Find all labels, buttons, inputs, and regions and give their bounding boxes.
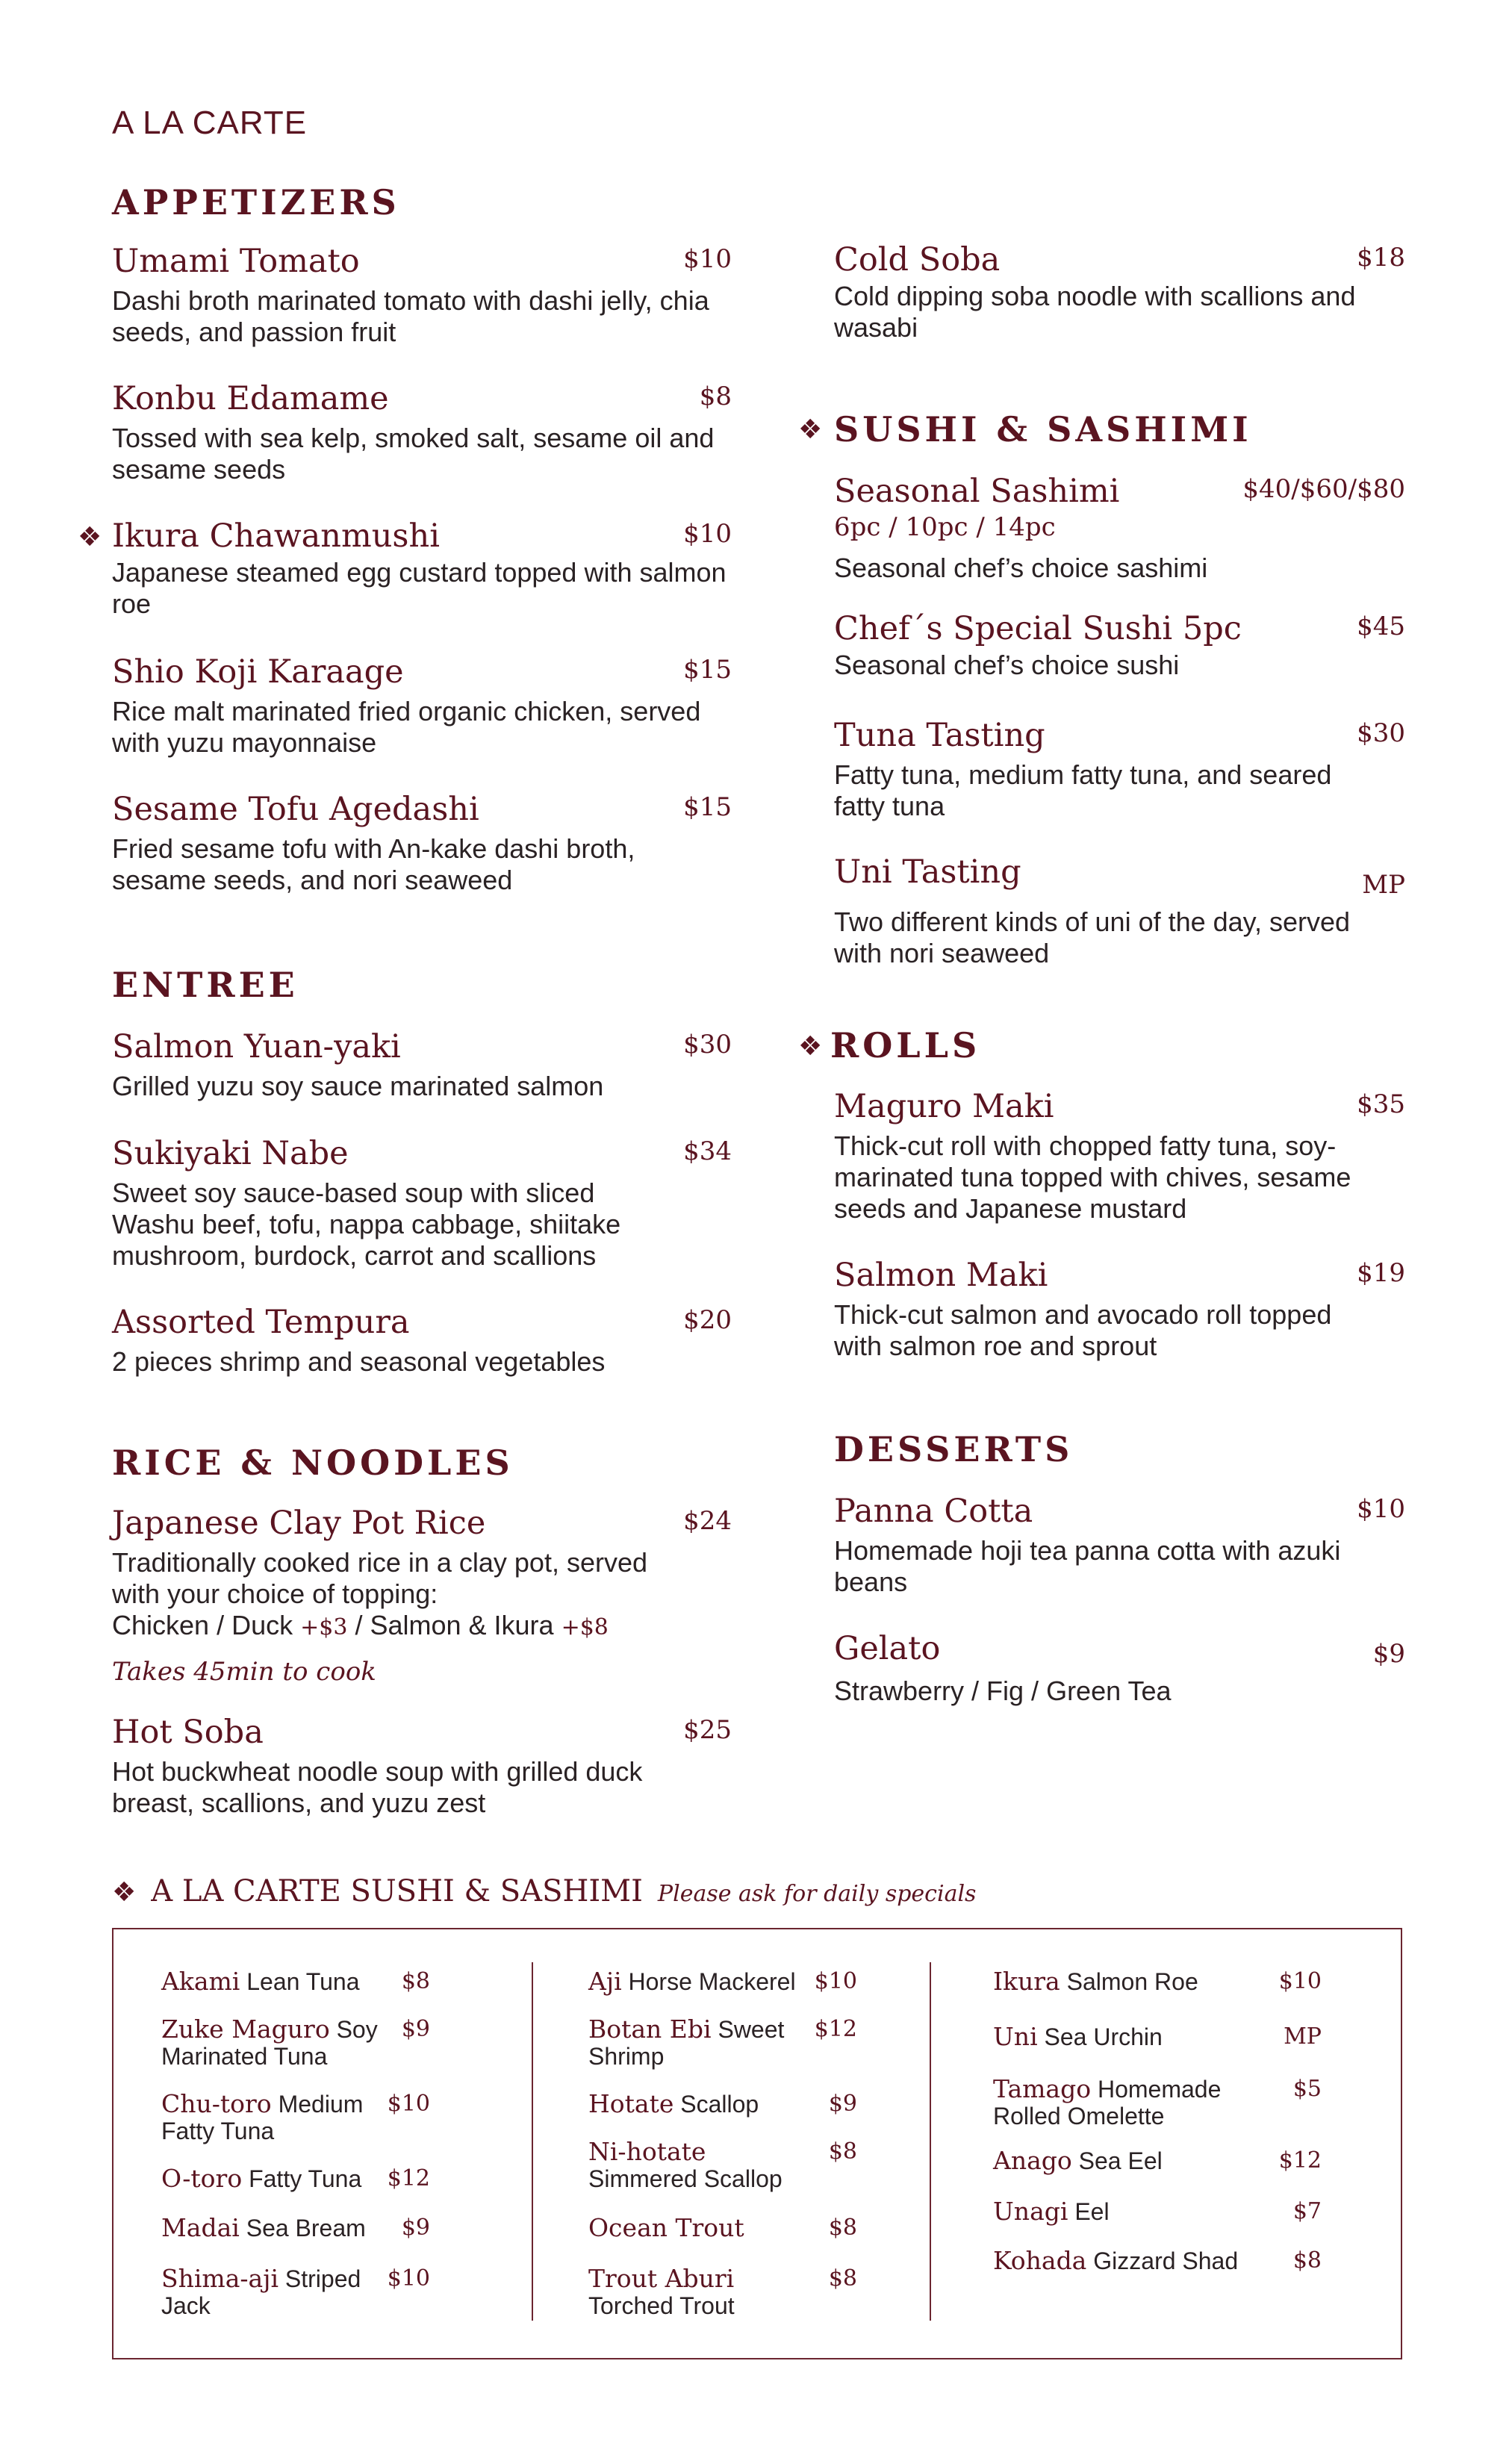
- topping-option: / Salmon & Ikura: [355, 1610, 554, 1640]
- item-description: 2 pieces shrimp and seasonal vegetables: [112, 1346, 606, 1377]
- menu-item-sukiyaki-nabe: [112, 1133, 732, 1272]
- diamond-bullet-icon: ❖: [798, 414, 823, 444]
- ala-carte-item: [161, 2091, 430, 2144]
- item-description: Hot buckwheat noodle soup with grilled duck breast, scallions, and yuzu zest: [112, 1756, 643, 1818]
- item-name: Sukiyaki Nabe: [112, 1135, 349, 1172]
- item-japanese-name: Aji: [588, 1967, 622, 1996]
- item-japanese-name: Chu-toro: [161, 2089, 272, 2118]
- ala-carte-item: [993, 2198, 1322, 2225]
- ala-carte-item-price: $10: [387, 2091, 430, 2117]
- column-divider: [532, 1962, 533, 2321]
- item-name: Sesame Tofu Agedashi: [112, 791, 479, 828]
- item-price: $9: [1372, 1639, 1405, 1669]
- daily-specials-note: Please ask for daily specials: [657, 1881, 977, 1907]
- ala-carte-item-price: $8: [1292, 2247, 1322, 2274]
- item-name: Shio Koji Karaage: [112, 653, 404, 691]
- item-english-name: Lean Tuna: [240, 1968, 360, 1995]
- ala-carte-item-price: $10: [1278, 1968, 1322, 1994]
- ala-carte-item-name: [588, 2016, 812, 2070]
- item-english-name: Striped Jack: [161, 2265, 361, 2319]
- item-price: $8: [699, 382, 732, 411]
- item-price: $10: [1357, 1494, 1405, 1524]
- item-japanese-name: Tamago: [993, 2074, 1092, 2103]
- ala-carte-item-name: [993, 2023, 1239, 2050]
- item-price: $20: [683, 1305, 732, 1335]
- item-english-name: Homemade Rolled Omelette: [993, 2076, 1222, 2129]
- ala-carte-item-price: $12: [1278, 2147, 1322, 2174]
- item-name: Gelato: [834, 1630, 941, 1667]
- item-description: Fatty tuna, medium fatty tuna, and seared fatty tuna: [834, 759, 1332, 821]
- appetizers-title: APPETIZERS: [112, 182, 400, 223]
- menu-item-shio-koji-karaage: [112, 651, 732, 759]
- item-english-name: Gizzard Shad: [1086, 2247, 1239, 2274]
- item-english-name: Salmon Roe: [1060, 1968, 1198, 1995]
- item-english-name: Fatty Tuna: [242, 2165, 362, 2192]
- ala-carte-item-price: $10: [814, 1968, 857, 1994]
- ala-carte-item: [588, 2016, 857, 2070]
- ala-carte-item-price: $8: [828, 2138, 857, 2165]
- item-price: $10: [683, 244, 732, 274]
- item-price: $24: [683, 1506, 732, 1536]
- item-description: Thick-cut roll with chopped fatty tuna, soy-marinated tuna topped with chives, sesame seeds and Japanese mustard: [834, 1130, 1351, 1224]
- menu-item-umami-tomato: [112, 240, 732, 348]
- item-japanese-name: O-toro: [161, 2164, 243, 2193]
- item-description: Homemade hoji tea panna cotta with azuki beans: [834, 1535, 1341, 1597]
- ala-carte-item: [161, 2165, 430, 2192]
- ala-carte-item-name: [161, 2265, 385, 2319]
- ala-carte-item-name: [993, 2247, 1239, 2274]
- ala-carte-item: [588, 1968, 857, 1995]
- ala-carte-item: [993, 2247, 1322, 2274]
- ala-carte-item: [588, 2138, 857, 2192]
- item-japanese-name: Akami: [161, 1967, 240, 1996]
- item-price: $34: [683, 1136, 732, 1166]
- sushi-sashimi-title: SUSHI & SASHIMI: [834, 409, 1252, 449]
- item-english-name: Sea Eel: [1071, 2147, 1163, 2174]
- ala-carte-item-price: $9: [401, 2215, 430, 2241]
- column-divider: [930, 1962, 931, 2321]
- item-japanese-name: Ocean Trout: [588, 2213, 744, 2242]
- item-description: Fried sesame tofu with An-kake dashi broth, sesame seeds, and nori seaweed: [112, 833, 635, 895]
- menu-item-assorted-tempura: [112, 1301, 732, 1378]
- ala-carte-item-price: $10: [387, 2265, 430, 2292]
- desserts-title: DESSERTS: [834, 1429, 1074, 1469]
- item-japanese-name: Shima-aji: [161, 2264, 279, 2293]
- item-name: Seasonal Sashimi: [834, 473, 1120, 510]
- item-description: Sweet soy sauce-based soup with sliced Washu beef, tofu, nappa cabbage, shiitake mushroom, burdock, carrot and scallions: [112, 1177, 621, 1271]
- ala-carte-item: [588, 2091, 857, 2118]
- item-price: $45: [1357, 612, 1405, 641]
- ala-carte-item: [588, 2215, 857, 2241]
- item-japanese-name: Hotate: [588, 2089, 674, 2118]
- ala-carte-item-price: $12: [814, 2016, 857, 2042]
- item-english-name: Eel: [1068, 2198, 1110, 2225]
- item-name: Tuna Tasting: [834, 717, 1045, 754]
- item-japanese-name: Kohada: [993, 2246, 1087, 2275]
- item-description: Tossed with sea kelp, smoked salt, sesame oil and sesame seeds: [112, 423, 715, 485]
- entree-title: ENTREE: [112, 965, 299, 1005]
- menu-item-panna-cotta: [834, 1490, 1405, 1598]
- item-name: Konbu Edamame: [112, 380, 389, 417]
- item-name: Maguro Maki: [834, 1088, 1054, 1125]
- item-japanese-name: Ni-hotate: [588, 2137, 706, 2166]
- diamond-bullet-icon: ❖: [798, 1030, 823, 1061]
- item-name: Umami Tomato: [112, 243, 360, 280]
- menu-item-konbu-edamame: [112, 378, 732, 485]
- item-name: Ikura Chawanmushi: [112, 517, 440, 555]
- ala-carte-item: [161, 2215, 430, 2241]
- menu-item-gelato: [834, 1628, 1405, 1707]
- item-japanese-name: Unagi: [993, 2197, 1068, 2226]
- menu-item-salmon-yuan-yaki: [112, 1026, 732, 1102]
- ala-carte-item-price: $8: [828, 2215, 857, 2241]
- ala-carte-item-price: MP: [1284, 2023, 1322, 2050]
- item-english-name: Sweet Shrimp: [588, 2016, 785, 2070]
- item-description: Japanese steamed egg custard topped with salmon roe: [112, 557, 727, 619]
- menu-item-sesame-tofu-agedashi: [112, 788, 732, 896]
- item-english-name: Simmered Scallop: [588, 2165, 783, 2192]
- ala-carte-item: [993, 2076, 1322, 2129]
- item-description: Thick-cut salmon and avocado roll topped with salmon roe and sprout: [834, 1299, 1332, 1361]
- item-name: Panna Cotta: [834, 1493, 1033, 1530]
- item-price: $25: [683, 1715, 732, 1745]
- menu-item-tuna-tasting: [834, 715, 1405, 822]
- item-english-name: Sea Urchin: [1037, 2023, 1163, 2050]
- item-japanese-name: Uni: [993, 2022, 1038, 2051]
- item-name: Hot Soba: [112, 1714, 264, 1751]
- rolls-title: ROLLS: [830, 1025, 981, 1065]
- ala-carte-item-price: $8: [828, 2265, 857, 2292]
- ala-carte-item: [993, 2023, 1322, 2050]
- menu-item-salmon-maki: [834, 1254, 1405, 1362]
- item-description: Two different kinds of uni of the day, served with nori seaweed: [834, 906, 1351, 968]
- cook-time-note: Takes 45min to cook: [112, 1657, 376, 1687]
- menu-item-seasonal-sashimi: [834, 470, 1405, 584]
- item-price: $10: [683, 519, 732, 549]
- item-name: Uni Tasting: [834, 853, 1021, 891]
- ala-carte-item-name: [588, 2091, 812, 2118]
- menu-item-maguro-maki: [834, 1086, 1405, 1225]
- item-price: $15: [683, 792, 732, 822]
- item-name: Japanese Clay Pot Rice: [112, 1505, 486, 1542]
- menu-header: A LA CARTE: [112, 105, 308, 141]
- ala-carte-item-price: $9: [828, 2091, 857, 2117]
- ala-carte-item-name: [161, 2016, 385, 2070]
- ala-carte-item: [993, 2147, 1322, 2174]
- diamond-bullet-icon: ❖: [112, 1876, 137, 1907]
- ala-carte-item: [993, 1968, 1322, 1995]
- ala-carte-item: [161, 2265, 430, 2319]
- ala-carte-heading: [112, 1874, 976, 1908]
- menu-item-cold-soba: [834, 239, 1405, 343]
- ala-carte-title: A LA CARTE SUSHI & SASHIMI: [151, 1874, 643, 1908]
- item-price: $30: [683, 1030, 732, 1060]
- ala-carte-item-name: [588, 2265, 812, 2319]
- ala-carte-item-price: $12: [387, 2165, 430, 2191]
- item-japanese-name: Zuke Maguro: [161, 2015, 330, 2044]
- item-description: Grilled yuzu soy sauce marinated salmon: [112, 1071, 604, 1101]
- item-name: Assorted Tempura: [112, 1304, 410, 1341]
- ala-carte-item-price: $8: [401, 1968, 430, 1994]
- diamond-bullet-icon: ❖: [78, 521, 102, 552]
- item-description: Seasonal chef’s choice sushi: [834, 650, 1180, 680]
- ala-carte-item-name: [588, 1968, 812, 1995]
- item-description: Seasonal chef’s choice sashimi: [834, 553, 1208, 583]
- ala-carte-item: [588, 2265, 857, 2319]
- ala-carte-item-price: $7: [1292, 2198, 1322, 2224]
- item-english-name: Scallop: [673, 2091, 759, 2118]
- item-name: Salmon Maki: [834, 1257, 1048, 1294]
- item-japanese-name: Ikura: [993, 1967, 1060, 1996]
- item-name: Chef´s Special Sushi 5pc: [834, 610, 1242, 647]
- menu-item-ikura-chawanmushi: [112, 515, 732, 620]
- item-english-name: Torched Trout: [588, 2292, 735, 2319]
- ala-carte-item-name: [588, 2215, 812, 2241]
- ala-carte-item-name: [588, 2138, 812, 2192]
- item-description: Cold dipping soba noodle with scallions and wasabi: [834, 281, 1356, 343]
- item-description: Dashi broth marinated tomato with dashi jelly, chia seeds, and passion fruit: [112, 285, 709, 347]
- item-japanese-name: Madai: [161, 2213, 240, 2242]
- item-price: $40/$60/$80: [1242, 474, 1405, 504]
- rice-noodles-title: RICE & NOODLES: [112, 1443, 514, 1483]
- menu-item-clay-pot-rice: [112, 1502, 732, 1687]
- ala-carte-item-price: $9: [401, 2016, 430, 2042]
- menu-item-chefs-special-sushi: [834, 608, 1405, 681]
- ala-carte-item-price: $5: [1292, 2076, 1322, 2102]
- item-price: $18: [1357, 243, 1405, 273]
- ala-carte-item: [161, 2016, 430, 2070]
- item-price: $35: [1357, 1089, 1405, 1119]
- ala-carte-item-name: [161, 1968, 385, 1995]
- ala-carte-item-name: [161, 2091, 385, 2144]
- item-price: $15: [683, 655, 732, 685]
- ala-carte-item-name: [993, 1968, 1239, 1995]
- item-name: Salmon Yuan-yaki: [112, 1028, 401, 1065]
- item-english-name: Medium Fatty Tuna: [161, 2091, 364, 2144]
- topping-options: [112, 1610, 732, 1643]
- ala-carte-item-name: [993, 2076, 1239, 2129]
- item-description: Rice malt marinated fried organic chicken, served with yuzu mayonnaise: [112, 696, 701, 758]
- item-japanese-name: Trout Aburi: [588, 2264, 735, 2293]
- topping-option: Chicken / Duck: [112, 1610, 293, 1640]
- ala-carte-item-name: [993, 2198, 1239, 2225]
- item-price: MP: [1362, 870, 1405, 900]
- piece-options: 6pc / 10pc / 14pc: [834, 512, 1056, 542]
- item-english-name: Horse Mackerel: [621, 1968, 796, 1995]
- ala-carte-item-name: [161, 2215, 385, 2241]
- item-description: Strawberry / Fig / Green Tea: [834, 1676, 1172, 1706]
- ala-carte-item-name: [993, 2147, 1239, 2174]
- item-japanese-name: Anago: [993, 2146, 1072, 2175]
- item-english-name: Sea Bream: [239, 2215, 366, 2241]
- topping-price: +$3: [300, 1614, 348, 1640]
- ala-carte-item: [161, 1968, 430, 1995]
- item-price: $19: [1357, 1258, 1405, 1288]
- item-japanese-name: Botan Ebi: [588, 2015, 712, 2044]
- item-description: Traditionally cooked rice in a clay pot, served with your choice of topping:: [112, 1547, 648, 1609]
- topping-price: +$8: [561, 1614, 609, 1640]
- item-price: $30: [1357, 718, 1405, 748]
- item-english-name: Soy Marinated Tuna: [161, 2016, 378, 2070]
- ala-carte-item-name: [161, 2165, 385, 2192]
- menu-item-uni-tasting: [834, 851, 1405, 969]
- item-name: Cold Soba: [834, 241, 1001, 279]
- menu-item-hot-soba: [112, 1711, 732, 1819]
